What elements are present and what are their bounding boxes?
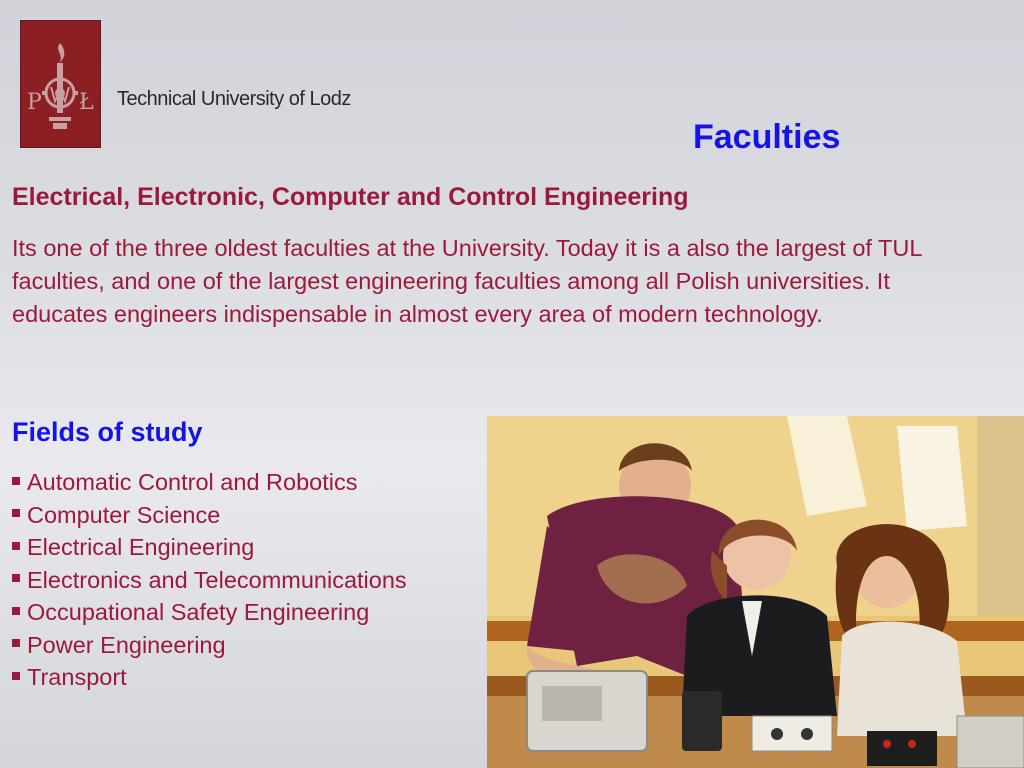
list-item bbox=[12, 629, 407, 662]
field-label: Power Engineering bbox=[27, 631, 226, 658]
fields-of-study-list bbox=[12, 466, 407, 694]
field-label: Transport bbox=[27, 664, 127, 690]
list-item bbox=[12, 564, 407, 597]
university-logo bbox=[20, 20, 101, 148]
square-bullet-icon bbox=[12, 477, 20, 485]
list-item bbox=[12, 466, 407, 499]
list-item bbox=[12, 499, 407, 532]
square-bullet-icon bbox=[12, 639, 20, 647]
students-lab-photo bbox=[487, 416, 1024, 768]
square-bullet-icon bbox=[12, 607, 20, 615]
fields-of-study-heading: Fields of study bbox=[12, 417, 203, 447]
field-label: Electronics and Telecommunications bbox=[27, 566, 407, 593]
tul-emblem-icon bbox=[21, 21, 100, 147]
field-label: Electrical Engineering bbox=[27, 534, 255, 560]
list-item bbox=[12, 531, 407, 564]
logo-letter-right: Ł bbox=[79, 90, 94, 115]
field-label: Occupational Safety Engineering bbox=[27, 599, 370, 625]
list-item bbox=[12, 661, 407, 694]
square-bullet-icon bbox=[12, 672, 20, 680]
square-bullet-icon bbox=[12, 574, 20, 582]
square-bullet-icon bbox=[12, 509, 20, 517]
list-item bbox=[12, 596, 407, 629]
university-name: Technical University of Lodz bbox=[117, 88, 351, 110]
square-bullet-icon bbox=[12, 542, 20, 550]
field-label: Automatic Control and Robotics bbox=[27, 469, 358, 495]
slide-title: Faculties bbox=[693, 118, 841, 156]
logo-letter-left: P bbox=[27, 90, 42, 115]
faculty-description: Its one of the three oldest faculties at the University. Today it is a also the largest of TUL faculties, and one of the largest engineering faculties among all Polish universities. It educates engineers indispensable in almost every area of modern technology. bbox=[12, 235, 922, 327]
field-label: Computer Science bbox=[27, 501, 221, 528]
faculty-heading: Electrical, Electronic, Computer and Control Engineering bbox=[12, 183, 689, 211]
